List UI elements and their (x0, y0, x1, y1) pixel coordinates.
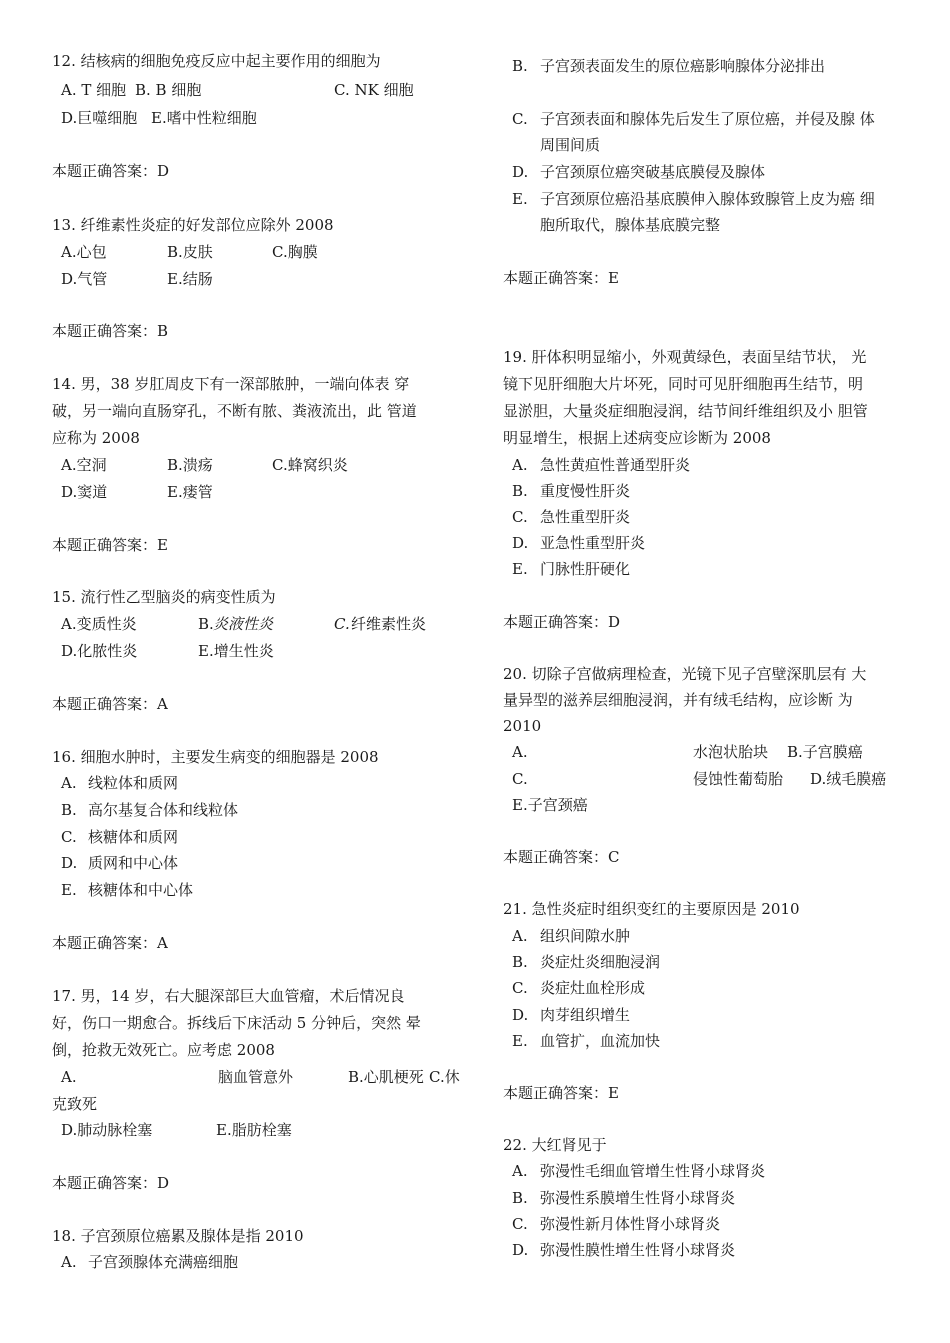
question-stem: 22. 大红肾见于 (503, 1136, 607, 1154)
option-text: 弥漫性系膜增生性肾小球肾炎 (540, 1189, 736, 1207)
option-text: 亚急性重型肝炎 (540, 534, 646, 552)
option-b: B.子宫膜癌 (787, 743, 863, 761)
option-b-letter: B. (198, 615, 214, 633)
option-c-letter: C. (334, 615, 350, 633)
option-text: 子宫颈腺体充满癌细胞 (88, 1253, 239, 1271)
option-letter: D. (512, 163, 529, 181)
option-text: 炎症灶血栓形成 (540, 979, 646, 997)
question-stem-line: 显淤胆，大量炎症细胞浸润，结节间纤维组织及小 胆管 (503, 402, 868, 420)
option-text: 子宫颈原位癌沿基底膜伸入腺体致腺管上皮为癌 细 (540, 190, 875, 208)
question-stem-line: 19. 肝体积明显缩小，外观黄绿色，表面呈结节状， 光 (503, 348, 867, 366)
question-stem: 18. 子宫颈原位癌累及腺体是指 2010 (52, 1227, 304, 1245)
option-letter: D. (512, 1241, 529, 1259)
option-letter: C. (512, 979, 528, 997)
option-letter: E. (512, 190, 528, 208)
option-letter: C. (61, 828, 77, 846)
option-letter: B. (61, 801, 77, 819)
option-text: 炎症灶炎细胞浸润 (540, 953, 661, 971)
option-e: E.增生性炎 (198, 642, 274, 660)
option-c: C. NK 细胞 (334, 81, 414, 99)
option-e: E.嗜中性粒细胞 (151, 109, 257, 127)
option-a-letter: A. (61, 1068, 77, 1086)
question-stem: 12. 结核病的细胞免疫反应中起主要作用的细胞为 (52, 52, 381, 70)
question-stem-line: 量异型的滋养层细胞浸润，并有绒毛结构，应诊断 为 (503, 691, 853, 709)
option-text: 肉芽组织增生 (540, 1006, 631, 1024)
question-stem-line: 应称为 2008 (52, 429, 140, 447)
question-stem-line: 明显增生，根据上述病变应诊断为 2008 (503, 429, 771, 447)
option-letter: A. (512, 456, 528, 474)
answer-line: 本题正确答案：E (503, 269, 619, 287)
answer-line: 本题正确答案：E (52, 536, 168, 554)
option-letter: D. (512, 1006, 529, 1024)
option-c: C.蜂窝织炎 (272, 456, 348, 474)
option-a: A.空洞 (61, 456, 107, 474)
option-a: A. T 细胞 (61, 81, 127, 99)
option-b: 炎液性炎 (213, 615, 274, 633)
answer-line: 本题正确答案：D (52, 162, 170, 180)
option-text: 周围间质 (540, 136, 601, 154)
option-text: 重度慢性肝炎 (540, 482, 631, 500)
option-c: C.胸膜 (272, 243, 318, 261)
question-stem-line: 2010 (503, 717, 542, 735)
option-letter: C. (512, 508, 528, 526)
option-c: 侵蚀性葡萄胎 (693, 770, 784, 788)
option-text: 核糖体和质网 (88, 828, 179, 846)
option-letter: B. (512, 482, 528, 500)
option-letter: A. (512, 927, 528, 945)
option-text: 胞所取代，腺体基底膜完整 (540, 216, 721, 234)
question-stem-line: 14. 男，38 岁肛周皮下有一深部脓肿，一端向体表 穿 (52, 375, 410, 393)
option-text: 急性黄疸性普通型肝炎 (540, 456, 691, 474)
option-letter: E. (61, 881, 77, 899)
answer-line: 本题正确答案：E (503, 1084, 619, 1102)
option-e: E.脂肪栓塞 (216, 1121, 292, 1139)
option-letter: B. (512, 953, 528, 971)
option-a: A.心包 (61, 243, 107, 261)
answer-line: 本题正确答案：A (52, 934, 168, 952)
option-letter: D. (512, 534, 529, 552)
option-b: B.心肌梗死 (348, 1068, 424, 1086)
option-text: 线粒体和质网 (88, 774, 179, 792)
question-stem-line: 17. 男，14 岁，右大腿深部巨大血管瘤，术后情况良 (52, 987, 405, 1005)
option-d: D.绒毛膜癌 (810, 770, 887, 788)
option-text: 子宫颈表面发生的原位癌影响腺体分泌排出 (540, 57, 826, 75)
option-text: 质网和中心体 (88, 854, 179, 872)
option-a: 脑血管意外 (218, 1068, 294, 1086)
option-d: D.化脓性炎 (61, 642, 138, 660)
option-a-letter: A. (512, 743, 528, 761)
answer-line: 本题正确答案：A (52, 695, 168, 713)
option-c: 纤维素性炎 (351, 615, 427, 633)
answer-line: 本题正确答案：D (503, 613, 621, 631)
question-stem-line: 镜下见肝细胞大片坏死，同时可见肝细胞再生结节，明 (503, 375, 864, 393)
option-letter: E. (512, 1032, 528, 1050)
option-b: B.皮肤 (167, 243, 213, 261)
option-a: A.变质性炎 (61, 615, 137, 633)
option-d: D.肺动脉栓塞 (61, 1121, 153, 1139)
option-letter: A. (61, 774, 77, 792)
question-stem: 16. 细胞水肿时，主要发生病变的细胞器是 2008 (52, 748, 379, 766)
question-stem-line: 倒，抢救无效死亡。应考虑 2008 (52, 1041, 275, 1059)
option-letter: A. (512, 1162, 528, 1180)
option-letter: E. (512, 560, 528, 578)
option-text: 弥漫性毛细血管增生性肾小球肾炎 (540, 1162, 766, 1180)
question-stem-line: 20. 切除子宫做病理检查，光镜下见子宫壁深肌层有 大 (503, 665, 867, 683)
option-e: E.子宫颈癌 (512, 796, 588, 814)
option-e: E.结肠 (167, 270, 213, 288)
option-c-continued: 克致死 (52, 1095, 98, 1113)
answer-line: 本题正确答案：C (503, 848, 620, 866)
option-letter: C. (512, 1215, 528, 1233)
option-c-letter: C. (512, 770, 528, 788)
option-a: 水泡状胎块 (693, 743, 769, 761)
option-text: 弥漫性新月体性肾小球肾炎 (540, 1215, 721, 1233)
answer-line: 本题正确答案：D (52, 1174, 170, 1192)
option-text: 核糖体和中心体 (88, 881, 194, 899)
option-text: 门脉性肝硬化 (540, 560, 631, 578)
answer-line: 本题正确答案：B (52, 322, 169, 340)
option-text: 血管扩，血流加快 (540, 1032, 661, 1050)
question-stem-line: 破，另一端向直肠穿孔，不断有脓、粪液流出，此 管道 (52, 402, 417, 420)
question-stem: 13. 纤维素性炎症的好发部位应除外 2008 (52, 216, 334, 234)
question-stem: 21. 急性炎症时组织变红的主要原因是 2010 (503, 900, 800, 918)
option-text: 组织间隙水肿 (540, 927, 631, 945)
option-c: C.休 (429, 1068, 460, 1086)
option-text: 子宫颈表面和腺体先后发生了原位癌，并侵及腺 体 (540, 110, 875, 128)
option-text: 急性重型肝炎 (540, 508, 631, 526)
option-text: 高尔基复合体和线粒体 (88, 801, 239, 819)
option-b: B.溃疡 (167, 456, 213, 474)
option-text: 子宫颈原位癌突破基底膜侵及腺体 (540, 163, 766, 181)
option-d: D.巨噬细胞 (61, 109, 138, 127)
option-letter: D. (61, 854, 78, 872)
option-d: D.窦道 (61, 483, 108, 501)
question-stem: 15. 流行性乙型脑炎的病变性质为 (52, 588, 276, 606)
option-letter: B. (512, 57, 528, 75)
option-letter: C. (512, 110, 528, 128)
option-d: D.气管 (61, 270, 108, 288)
question-stem-line: 好，伤口一期愈合。拆线后下床活动 5 分钟后，突然 晕 (52, 1014, 421, 1032)
option-letter: B. (512, 1189, 528, 1207)
option-text: 弥漫性膜性增生性肾小球肾炎 (540, 1241, 736, 1259)
option-letter: A. (61, 1253, 77, 1271)
option-b: B. B 细胞 (135, 81, 202, 99)
option-e: E.瘘管 (167, 483, 213, 501)
